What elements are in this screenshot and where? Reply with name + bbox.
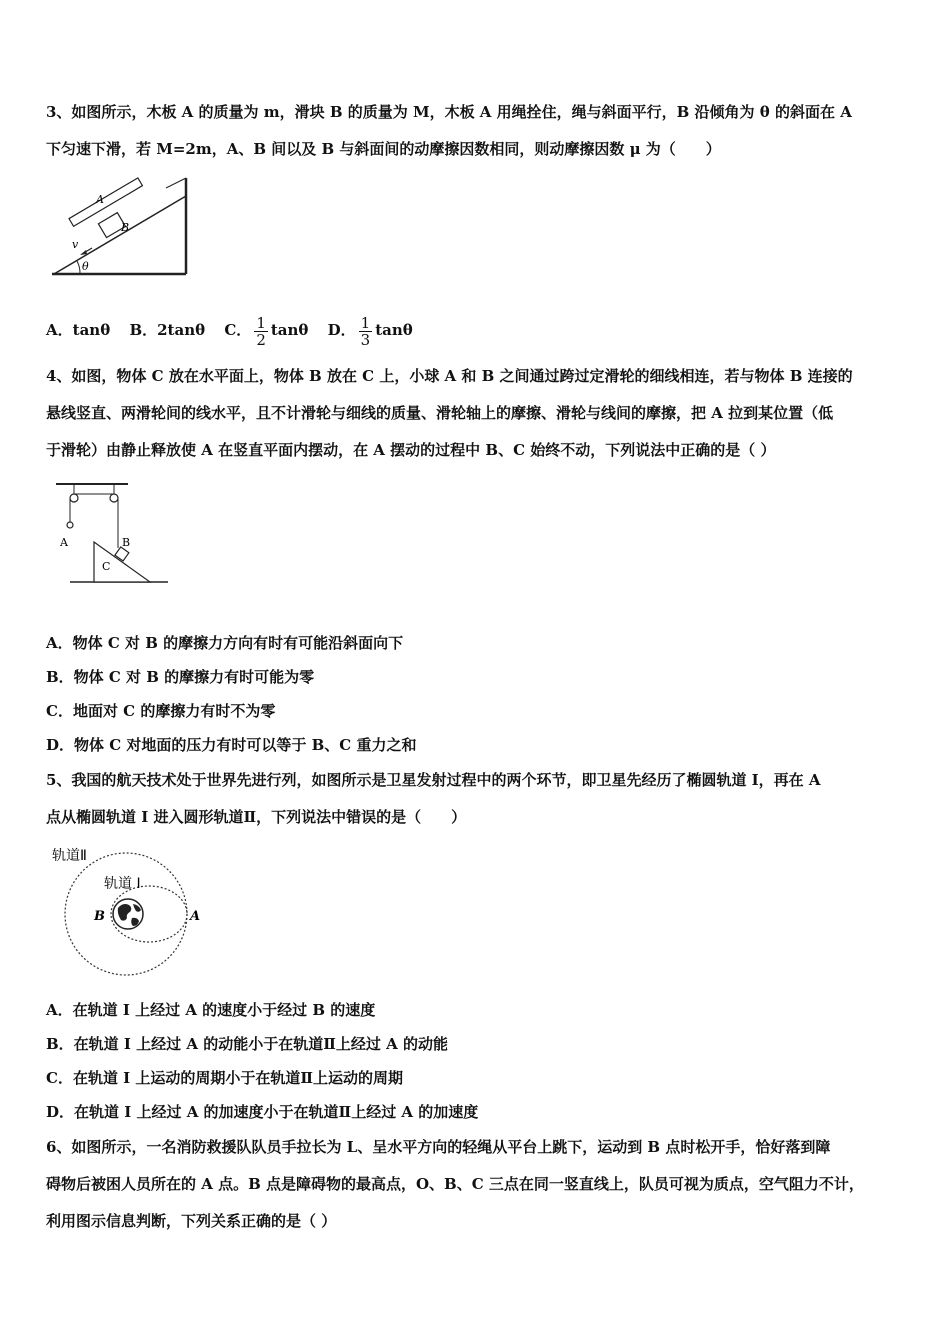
q6-stem-line-1: 6、如图所示，一名消防救援队队员手拉长为 L、呈水平方向的轻绳从平台上跳下，运动到 B 点时松开手，恰好落到障: [46, 1138, 831, 1156]
q3-option-d-fraction: [359, 315, 373, 348]
q3-option-d-numerator: 1: [360, 313, 371, 332]
q3-rope-line: [166, 178, 186, 188]
q4-label-a: A: [60, 536, 68, 549]
q3-option-c-fraction: [254, 315, 268, 348]
q4-label-b: B: [122, 536, 131, 549]
q4-stem-line-2: 悬线竖直、两滑轮间的线水平，且不计滑轮与细线的质量、滑轮轴上的摩擦、滑轮与线间的摩擦，把 A 拉到某位置（低: [46, 404, 834, 422]
q3-stem-line-2: 下匀速下滑，若 M=2m，A、B 间以及 B 与斜面间的动摩擦因数相同，则动摩擦因数 μ 为（ ）: [46, 140, 721, 158]
q6-stem-line-2: 碍物后被困人员所在的 A 点。B 点是障碍物的最高点，O、B、C 三点在同一竖直线上，队员可视为质点，空气阻力不计，: [46, 1175, 864, 1193]
q4-stem-line-3: 于滑轮）由静止释放使 A 在竖直平面内摆动，在 A 摆动的过程中 B、C 始终不动，下列说法中正确的是（ ）: [46, 441, 776, 459]
q3-option-d-suffix: tanθ: [375, 321, 413, 339]
q3-options: [46, 314, 912, 348]
q5-label-a: A: [190, 909, 201, 924]
q3-option-c-denominator: 2: [256, 330, 266, 349]
q3-option-a: A．tanθ: [46, 321, 111, 339]
q4-option-d: D．物体 C 对地面的压力有时可以等于 B、C 重力之和: [46, 736, 417, 754]
q3-label-v: v: [72, 238, 79, 251]
q6-stem-line-3: 利用图示信息判断，下列关系正确的是（ ）: [46, 1212, 337, 1230]
earth-icon: [113, 899, 143, 929]
q3-label-theta: θ: [82, 260, 89, 273]
q5-stem-line-2: 点从椭圆轨道 I 进入圆形轨道Ⅱ，下列说法中错误的是（ ）: [46, 808, 467, 826]
q4-pulley-figure: [46, 478, 176, 588]
q3-stem-line-1: 3、如图所示，木板 A 的质量为 m，滑块 B 的质量为 M，木板 A 用绳拴住，绳与斜面平行，B 沿倾角为 θ 的斜面在 A: [46, 103, 852, 121]
q3-option-d-denominator: 3: [360, 330, 371, 349]
q4-pulley-left: [70, 494, 78, 502]
q3-incline-line: [54, 196, 186, 274]
q5-label-orbit-2: 轨道Ⅱ: [52, 848, 87, 864]
q4-option-a: A．物体 C 对 B 的摩擦力方向有时有可能沿斜面向下: [46, 634, 404, 652]
q3-option-d: [327, 313, 413, 349]
q3-option-b: B．2tanθ: [129, 321, 206, 339]
q4-option-b: B．物体 C 对 B 的摩擦力有时可能为零: [46, 668, 315, 686]
q4-label-c: C: [102, 560, 111, 573]
q5-orbit-figure: [46, 842, 216, 982]
q4-option-c: C．地面对 C 的摩擦力有时不为零: [46, 702, 276, 720]
q3-label-a: A: [96, 193, 104, 206]
q5-label-b: B: [94, 909, 105, 924]
q4-ball-a: [67, 522, 73, 528]
q4-pulley-right: [110, 494, 118, 502]
q5-option-d: D．在轨道 I 上经过 A 的加速度小于在轨道Ⅱ上经过 A 的加速度: [46, 1103, 479, 1121]
q4-stem-line-1: 4、如图，物体 C 放在水平面上，物体 B 放在 C 上，小球 A 和 B 之间通过跨过定滑轮的细线相连，若与物体 B 连接的: [46, 367, 853, 385]
q5-option-a: A．在轨道 I 上经过 A 的速度小于经过 B 的速度: [46, 1001, 376, 1019]
q3-option-c: [224, 313, 327, 349]
q3-option-c-prefix: C．: [224, 321, 252, 339]
q5-label-orbit-1: 轨道 I: [104, 876, 141, 892]
q5-option-b: B．在轨道 I 上经过 A 的动能小于在轨道Ⅱ上经过 A 的动能: [46, 1035, 448, 1053]
q5-stem-line-1: 5、我国的航天技术处于世界先进行列，如图所示是卫星发射过程中的两个环节，即卫星先经历了椭圆轨道 I，再在 A: [46, 771, 821, 789]
q3-label-b: B: [121, 221, 130, 234]
q3-angle-arc: [77, 261, 80, 274]
q5-option-c: C．在轨道 I 上运动的周期小于在轨道Ⅱ上运动的周期: [46, 1069, 404, 1087]
q3-incline-figure: [46, 170, 196, 280]
q3-option-c-suffix: tanθ: [270, 321, 309, 339]
q3-option-c-numerator: 1: [256, 313, 266, 332]
q3-option-d-prefix: D．: [327, 321, 356, 339]
